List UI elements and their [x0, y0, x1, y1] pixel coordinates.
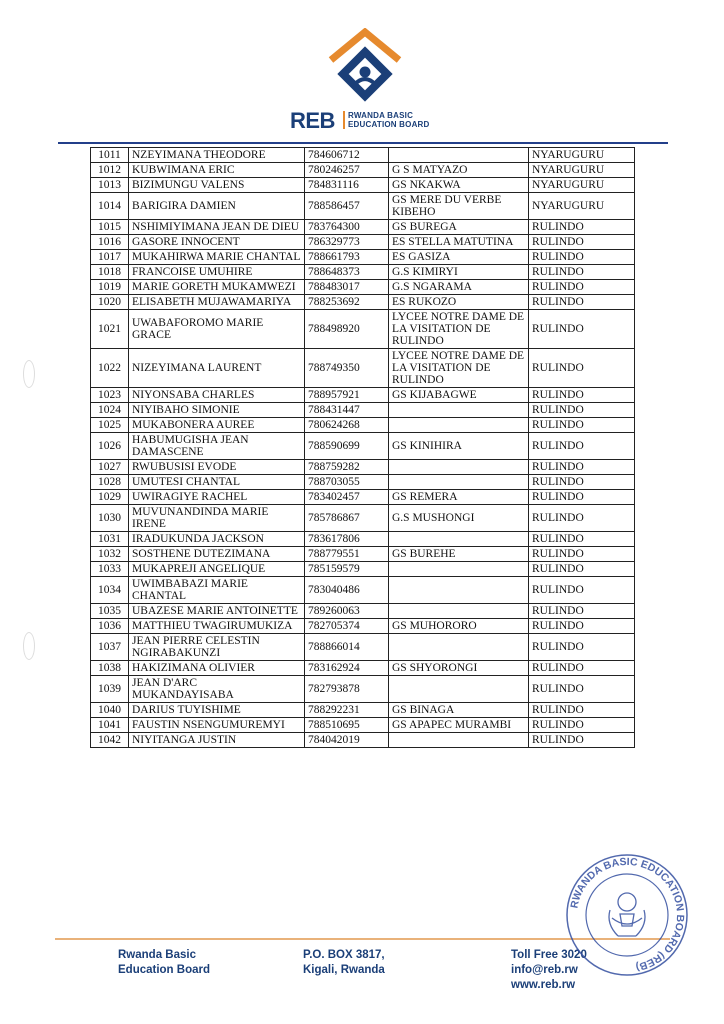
row-number-cell: 1015 [91, 220, 129, 235]
phone-cell: 788661793 [305, 250, 389, 265]
footer-organization [118, 948, 210, 978]
school-cell [389, 148, 529, 163]
table-row [91, 532, 635, 547]
row-number-cell: 1020 [91, 295, 129, 310]
school-cell: GS KINIHIRA [389, 433, 529, 460]
reb-wordmark [290, 108, 440, 132]
school-cell: LYCEE NOTRE DAME DE LA VISITATION DE RULINDO [389, 310, 529, 349]
row-number-cell: 1029 [91, 490, 129, 505]
school-cell: ES RUKOZO [389, 295, 529, 310]
school-cell: GS SHYORONGI [389, 661, 529, 676]
reb-name-line2: EDUCATION BOARD [348, 120, 430, 129]
table-row [91, 475, 635, 490]
footer-website: www.reb.rw [511, 979, 576, 991]
teacher-name-cell: FRANCOISE UMUHIRE [129, 265, 305, 280]
row-number-cell: 1033 [91, 562, 129, 577]
district-cell: RULINDO [529, 577, 635, 604]
row-number-cell: 1035 [91, 604, 129, 619]
table-row [91, 403, 635, 418]
table-row [91, 388, 635, 403]
teacher-name-cell: DARIUS TUYISHIME [129, 703, 305, 718]
table-row [91, 733, 635, 748]
phone-cell: 785786867 [305, 505, 389, 532]
phone-cell: 788648373 [305, 265, 389, 280]
phone-cell: 783040486 [305, 577, 389, 604]
phone-cell: 782705374 [305, 619, 389, 634]
footer-address-line1: P.O. BOX 3817, [303, 949, 385, 961]
school-cell [389, 532, 529, 547]
teacher-name-cell: HAKIZIMANA OLIVIER [129, 661, 305, 676]
school-cell: GS MUHORORO [389, 619, 529, 634]
school-cell [389, 634, 529, 661]
punch-hole-mark [23, 632, 35, 660]
table-row [91, 265, 635, 280]
district-cell: NYARUGURU [529, 163, 635, 178]
district-cell: RULINDO [529, 619, 635, 634]
punch-hole-mark [23, 360, 35, 388]
table-row [91, 619, 635, 634]
phone-cell: 788498920 [305, 310, 389, 349]
teacher-name-cell: JEAN D'ARC MUKANDAYISABA [129, 676, 305, 703]
row-number-cell: 1014 [91, 193, 129, 220]
district-cell: RULINDO [529, 703, 635, 718]
teacher-name-cell: MUKAHIRWA MARIE CHANTAL [129, 250, 305, 265]
table-row [91, 310, 635, 349]
phone-cell: 788586457 [305, 193, 389, 220]
teacher-name-cell: NSHIMIYIMANA JEAN DE DIEU [129, 220, 305, 235]
teacher-name-cell: UWABAFOROMO MARIE GRACE [129, 310, 305, 349]
teacher-name-cell: MUKAPREJI ANGELIQUE [129, 562, 305, 577]
school-cell [389, 403, 529, 418]
teacher-name-cell: HABUMUGISHA JEAN DAMASCENE [129, 433, 305, 460]
district-cell: RULINDO [529, 433, 635, 460]
footer-org-line2: Education Board [118, 964, 211, 976]
row-number-cell: 1017 [91, 250, 129, 265]
table-row [91, 661, 635, 676]
teacher-name-cell: FAUSTIN NSENGUMUREMYI [129, 718, 305, 733]
school-cell: G.S NGARAMA [389, 280, 529, 295]
row-number-cell: 1024 [91, 403, 129, 418]
teacher-name-cell: NIZEYIMANA LAURENT [129, 349, 305, 388]
district-cell: NYARUGURU [529, 148, 635, 163]
school-cell: GS KIJABAGWE [389, 388, 529, 403]
phone-cell: 788759282 [305, 460, 389, 475]
teacher-name-cell: JEAN PIERRE CELESTIN NGIRABAKUNZI [129, 634, 305, 661]
phone-cell: 788292231 [305, 703, 389, 718]
district-cell: RULINDO [529, 265, 635, 280]
row-number-cell: 1038 [91, 661, 129, 676]
phone-cell: 788779551 [305, 547, 389, 562]
row-number-cell: 1034 [91, 577, 129, 604]
school-cell: GS BUREHE [389, 547, 529, 562]
school-cell [389, 733, 529, 748]
district-cell: NYARUGURU [529, 193, 635, 220]
phone-cell: 788703055 [305, 475, 389, 490]
table-row [91, 280, 635, 295]
table-row [91, 349, 635, 388]
school-cell: G.S KIMIRYI [389, 265, 529, 280]
teacher-name-cell: NIYITANGA JUSTIN [129, 733, 305, 748]
row-number-cell: 1023 [91, 388, 129, 403]
table-row [91, 634, 635, 661]
row-number-cell: 1016 [91, 235, 129, 250]
district-cell: RULINDO [529, 310, 635, 349]
district-cell: RULINDO [529, 604, 635, 619]
table-row [91, 577, 635, 604]
row-number-cell: 1030 [91, 505, 129, 532]
row-number-cell: 1040 [91, 703, 129, 718]
phone-cell: 788253692 [305, 295, 389, 310]
phone-cell: 788510695 [305, 718, 389, 733]
teacher-name-cell: MATTHIEU TWAGIRUMUKIZA [129, 619, 305, 634]
school-cell [389, 460, 529, 475]
reb-logo [290, 28, 440, 132]
teacher-name-cell: KUBWIMANA ERIC [129, 163, 305, 178]
school-cell: ES GASIZA [389, 250, 529, 265]
row-number-cell: 1025 [91, 418, 129, 433]
district-cell: RULINDO [529, 235, 635, 250]
teacher-name-cell: UWIRAGIYE RACHEL [129, 490, 305, 505]
row-number-cell: 1031 [91, 532, 129, 547]
district-cell: RULINDO [529, 547, 635, 562]
table-row [91, 220, 635, 235]
district-cell: RULINDO [529, 562, 635, 577]
phone-cell: 782793878 [305, 676, 389, 703]
wordmark-divider [343, 111, 345, 129]
school-cell [389, 577, 529, 604]
school-cell: GS APAPEC MURAMBI [389, 718, 529, 733]
table-row [91, 295, 635, 310]
teacher-table-body [91, 148, 635, 748]
phone-cell: 785159579 [305, 562, 389, 577]
phone-cell: 788431447 [305, 403, 389, 418]
table-row [91, 604, 635, 619]
district-cell: RULINDO [529, 220, 635, 235]
school-cell: G S MATYAZO [389, 163, 529, 178]
teacher-name-cell: ELISABETH MUJAWAMARIYA [129, 295, 305, 310]
stamp-ring-text: RWANDA BASIC EDUCATION BOARD (REB) [568, 855, 687, 974]
teacher-name-cell: BARIGIRA DAMIEN [129, 193, 305, 220]
school-cell [389, 475, 529, 490]
table-row [91, 418, 635, 433]
row-number-cell: 1036 [91, 619, 129, 634]
table-row [91, 505, 635, 532]
school-cell [389, 676, 529, 703]
school-cell: GS REMERA [389, 490, 529, 505]
table-row [91, 703, 635, 718]
table-row [91, 163, 635, 178]
teacher-name-cell: MARIE GORETH MUKAMWEZI [129, 280, 305, 295]
teacher-name-cell: GASORE INNOCENT [129, 235, 305, 250]
teacher-name-cell: MUKABONERA AUREE [129, 418, 305, 433]
phone-cell: 780624268 [305, 418, 389, 433]
teacher-name-cell: MUVUNANDINDA MARIE IRENE [129, 505, 305, 532]
teacher-name-cell: BIZIMUNGU VALENS [129, 178, 305, 193]
school-cell: GS BINAGA [389, 703, 529, 718]
footer-toll-free: Toll Free 3020 [511, 949, 587, 961]
phone-cell: 788957921 [305, 388, 389, 403]
row-number-cell: 1042 [91, 733, 129, 748]
teacher-table [90, 147, 635, 748]
district-cell: RULINDO [529, 718, 635, 733]
teacher-name-cell: IRADUKUNDA JACKSON [129, 532, 305, 547]
school-cell: GS NKAKWA [389, 178, 529, 193]
phone-cell: 783402457 [305, 490, 389, 505]
teacher-name-cell: UBAZESE MARIE ANTOINETTE [129, 604, 305, 619]
reb-abbrev: REB [290, 108, 335, 133]
row-number-cell: 1028 [91, 475, 129, 490]
district-cell: RULINDO [529, 661, 635, 676]
row-number-cell: 1027 [91, 460, 129, 475]
table-row [91, 718, 635, 733]
district-cell: RULINDO [529, 250, 635, 265]
district-cell: RULINDO [529, 505, 635, 532]
district-cell: RULINDO [529, 532, 635, 547]
footer-address-line2: Kigali, Rwanda [303, 964, 385, 976]
footer-org-line1: Rwanda Basic [118, 949, 196, 961]
row-number-cell: 1041 [91, 718, 129, 733]
phone-cell: 788590699 [305, 433, 389, 460]
district-cell: RULINDO [529, 490, 635, 505]
table-row [91, 148, 635, 163]
footer-address [303, 948, 385, 978]
table-row [91, 490, 635, 505]
phone-cell: 783617806 [305, 532, 389, 547]
table-row [91, 250, 635, 265]
phone-cell: 788866014 [305, 634, 389, 661]
teacher-name-cell: RWUBUSISI EVODE [129, 460, 305, 475]
district-cell: RULINDO [529, 388, 635, 403]
district-cell: RULINDO [529, 676, 635, 703]
table-row [91, 193, 635, 220]
table-row [91, 460, 635, 475]
school-cell [389, 604, 529, 619]
district-cell: RULINDO [529, 295, 635, 310]
row-number-cell: 1011 [91, 148, 129, 163]
district-cell: RULINDO [529, 403, 635, 418]
reb-emblem-icon [323, 28, 407, 108]
phone-cell: 788483017 [305, 280, 389, 295]
teacher-name-cell: UMUTESI CHANTAL [129, 475, 305, 490]
district-cell: RULINDO [529, 634, 635, 661]
row-number-cell: 1018 [91, 265, 129, 280]
teacher-name-cell: NZEYIMANA THEODORE [129, 148, 305, 163]
phone-cell: 780246257 [305, 163, 389, 178]
table-row [91, 178, 635, 193]
row-number-cell: 1019 [91, 280, 129, 295]
row-number-cell: 1021 [91, 310, 129, 349]
district-cell: NYARUGURU [529, 178, 635, 193]
row-number-cell: 1012 [91, 163, 129, 178]
phone-cell: 783764300 [305, 220, 389, 235]
school-cell: LYCEE NOTRE DAME DE LA VISITATION DE RULINDO [389, 349, 529, 388]
school-cell: G.S MUSHONGI [389, 505, 529, 532]
school-cell: GS BUREGA [389, 220, 529, 235]
phone-cell: 789260063 [305, 604, 389, 619]
phone-cell: 784042019 [305, 733, 389, 748]
school-cell: ES STELLA MATUTINA [389, 235, 529, 250]
row-number-cell: 1032 [91, 547, 129, 562]
row-number-cell: 1026 [91, 433, 129, 460]
phone-cell: 783162924 [305, 661, 389, 676]
district-cell: RULINDO [529, 280, 635, 295]
table-row [91, 562, 635, 577]
table-row [91, 676, 635, 703]
district-cell: RULINDO [529, 349, 635, 388]
reb-name-line1: RWANDA BASIC [348, 111, 414, 120]
district-cell: RULINDO [529, 460, 635, 475]
teacher-name-cell: UWIMBABAZI MARIE CHANTAL [129, 577, 305, 604]
teacher-name-cell: SOSTHENE DUTEZIMANA [129, 547, 305, 562]
teacher-name-cell: NIYIBAHO SIMONIE [129, 403, 305, 418]
phone-cell: 788749350 [305, 349, 389, 388]
row-number-cell: 1022 [91, 349, 129, 388]
table-row [91, 235, 635, 250]
district-cell: RULINDO [529, 418, 635, 433]
coat-of-arms-icon [609, 893, 645, 936]
district-cell: RULINDO [529, 733, 635, 748]
phone-cell: 784606712 [305, 148, 389, 163]
school-cell [389, 562, 529, 577]
row-number-cell: 1039 [91, 676, 129, 703]
table-row [91, 433, 635, 460]
table-row [91, 547, 635, 562]
header-rule [58, 142, 668, 144]
footer-email: info@reb.rw [511, 964, 578, 976]
phone-cell: 784831116 [305, 178, 389, 193]
row-number-cell: 1037 [91, 634, 129, 661]
district-cell: RULINDO [529, 475, 635, 490]
school-cell: GS MERE DU VERBE KIBEHO [389, 193, 529, 220]
teacher-name-cell: NIYONSABA CHARLES [129, 388, 305, 403]
phone-cell: 786329773 [305, 235, 389, 250]
school-cell [389, 418, 529, 433]
official-stamp [562, 850, 692, 980]
row-number-cell: 1013 [91, 178, 129, 193]
